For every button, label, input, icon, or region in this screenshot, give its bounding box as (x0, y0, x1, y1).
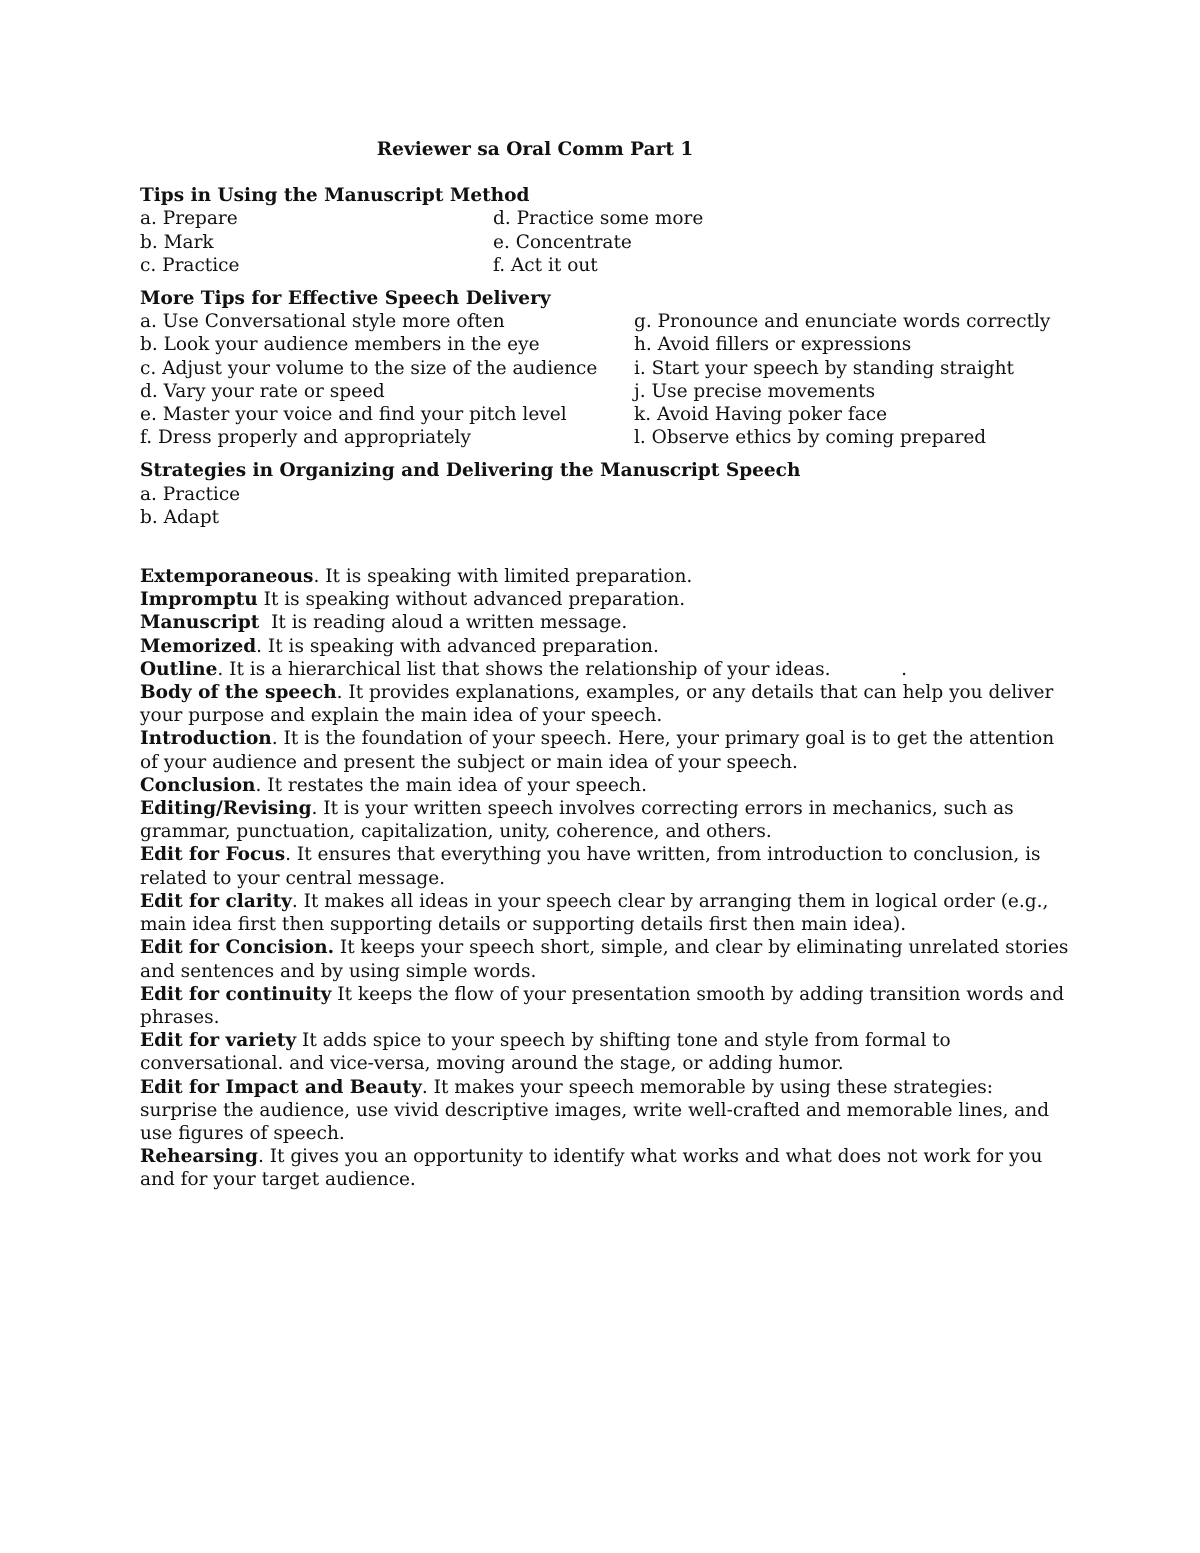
list-item: e. Master your voice and find your pitch level (140, 404, 567, 426)
definition-extemporaneous (140, 565, 1070, 588)
definition-text: . It is the foundation of your speech. Here, your primary goal is to get the attention of your audience and present the subject or main idea of your speech. (140, 728, 1055, 773)
list-item: i. Start your speech by standing straight (634, 357, 1014, 379)
list-item: l. Observe ethics by coming prepared (634, 427, 987, 449)
list-item: f. Act it out (493, 254, 598, 276)
definition-edit-concision (140, 936, 1070, 982)
definition-term: Memorized (140, 635, 257, 657)
definition-edit-continuity (140, 983, 1070, 1029)
definition-term: Conclusion (140, 774, 256, 796)
list-item: b. Look your audience members in the eye (140, 334, 540, 356)
tips-list (140, 207, 1070, 277)
section-strategies (140, 459, 1070, 529)
definition-impromptu (140, 588, 1070, 611)
definition-text: . It is speaking with limited preparation. (313, 566, 693, 588)
definition-text: . It ensures that everything you have written, from introduction to conclusion, is related to your central message. (140, 844, 1041, 889)
list-item: a. Practice (140, 483, 241, 505)
definition-rehearsing (140, 1145, 1070, 1191)
document-title: Reviewer sa Oral Comm Part 1 (376, 139, 694, 160)
definition-term: Edit for Focus (140, 844, 286, 866)
definition-edit-impact (140, 1076, 1070, 1146)
definition-term: Edit for continuity (140, 983, 332, 1005)
definition-conclusion (140, 774, 1070, 797)
list-item: k. Avoid Having poker face (634, 404, 888, 426)
definition-text: . It is speaking with advanced preparation. (256, 635, 659, 657)
definition-term: Editing/Revising (140, 798, 312, 820)
definition-outline (140, 658, 1070, 681)
definition-text: . It restates the main idea of your speech. (255, 774, 647, 796)
list-item: b. Adapt (140, 506, 220, 528)
definition-memorized (140, 635, 1070, 658)
section-heading: More Tips for Effective Speech Delivery (140, 288, 551, 310)
section-delivery-tips (140, 287, 1070, 449)
definition-text: . It provides explanations, examples, or any details that can help you deliver your purpose and explain the main idea of your speech. (140, 682, 1054, 727)
definition-edit-clarity (140, 890, 1070, 936)
list-item: j. Use precise movements (634, 380, 876, 402)
definition-body (140, 681, 1070, 727)
definition-text: . It gives you an opportunity to identify what works and what does not work for you and for your target audience. (140, 1146, 1043, 1191)
definition-term: Introduction (140, 728, 272, 750)
tips-list (140, 310, 1070, 449)
document-page (140, 138, 1070, 1192)
definition-text: It keeps the flow of your presentation smooth by adding transition words and phrases. (140, 983, 1065, 1028)
definition-text: . It makes your speech memorable by using these strategies: surprise the audience, use vivid descriptive images, write well-crafted and memorable lines, and use figures of speech. (140, 1076, 1050, 1144)
definition-term: Edit for clarity (140, 890, 292, 912)
definition-term: Outline (140, 658, 218, 680)
list-item: e. Concentrate (493, 231, 632, 253)
list-item: g. Pronounce and enunciate words correctly (634, 311, 1051, 333)
definition-text: It is speaking without advanced preparation. (257, 589, 686, 611)
definition-text: . It is a hierarchical list that shows the relationship of your ideas. . (217, 658, 907, 680)
definition-term: Body of the speech (140, 682, 337, 704)
list-item: b. Mark (140, 231, 214, 253)
list-item: c. Adjust your volume to the size of the audience (140, 357, 598, 379)
definition-term: Edit for Concision. (140, 937, 335, 959)
definition-introduction (140, 727, 1070, 773)
strategies-list (140, 483, 1070, 529)
definition-term: Rehearsing (140, 1146, 258, 1168)
definition-term: Edit for Impact and Beauty (140, 1076, 422, 1098)
section-heading: Tips in Using the Manuscript Method (140, 185, 530, 207)
definition-manuscript (140, 611, 1070, 634)
definition-term: Edit for variety (140, 1030, 297, 1052)
list-item: f. Dress properly and appropriately (140, 427, 471, 449)
definition-term: Manuscript (140, 612, 260, 634)
section-heading: Strategies in Organizing and Delivering the Manuscript Speech (140, 460, 801, 482)
definition-editing (140, 797, 1070, 843)
definition-text: It adds spice to your speech by shifting tone and style from formal to conversational. and vice-versa, moving around the stage, or adding humor. (140, 1030, 951, 1075)
definitions-list (140, 565, 1070, 1191)
definition-text: It is reading aloud a written message. (259, 612, 628, 634)
definition-text: . It is your written speech involves correcting errors in mechanics, such as grammar, punctuation, capitalization, unity, coherence, and others. (140, 798, 1014, 843)
list-item: d. Vary your rate or speed (140, 380, 385, 402)
definition-term: Extemporaneous (140, 566, 314, 588)
definition-edit-focus (140, 843, 1070, 889)
definition-text: . It makes all ideas in your speech clear by arranging them in logical order (e.g., main idea first then supporting details or supporting details first then main idea). (140, 890, 1049, 936)
definition-edit-variety (140, 1029, 1070, 1075)
list-item: h. Avoid fillers or expressions (634, 334, 912, 356)
list-item: a. Prepare (140, 208, 238, 230)
list-item: a. Use Conversational style more often (140, 311, 505, 333)
section-manuscript-tips (140, 184, 1070, 277)
definition-text: It keeps your speech short, simple, and clear by eliminating unrelated stories and sentences and by using simple words. (140, 937, 1069, 982)
definition-term: Impromptu (140, 589, 258, 611)
list-item: c. Practice (140, 254, 240, 276)
list-item: d. Practice some more (493, 208, 704, 230)
